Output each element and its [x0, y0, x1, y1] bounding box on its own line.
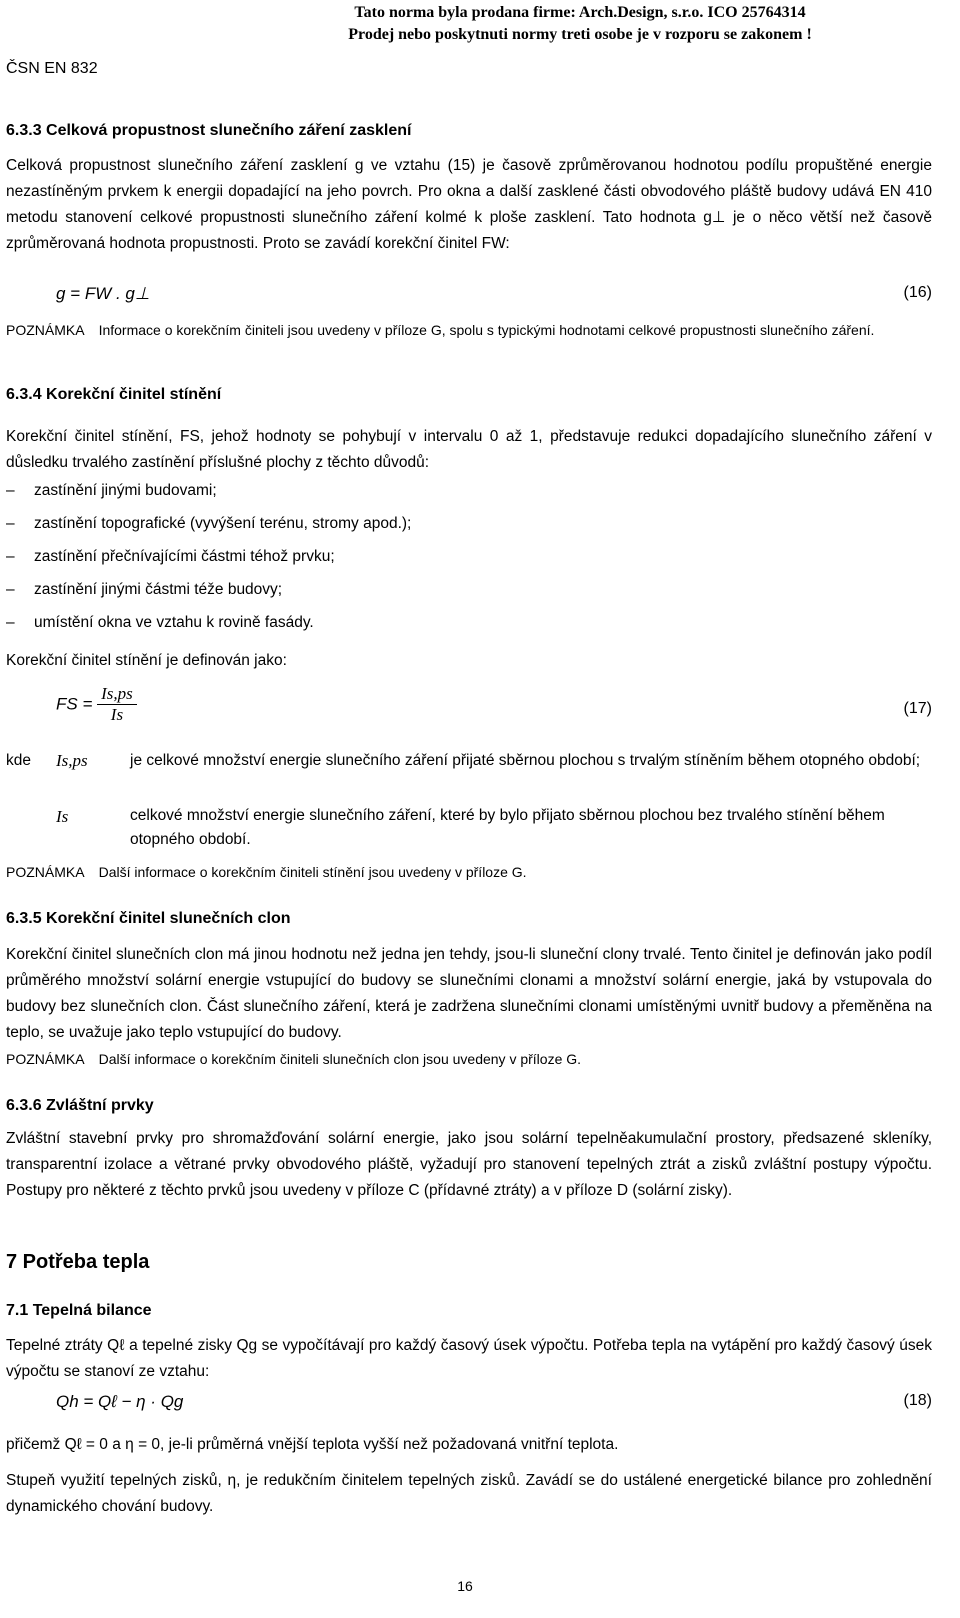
equation-16: g = FW . g⊥ — [56, 284, 150, 303]
note-label: POZNÁMKA — [6, 864, 85, 880]
section-6-3-6-title: 6.3.6 Zvláštní prvky — [6, 1097, 154, 1114]
copyright-line-2: Prodej nebo poskytnuti normy treti osobe je v rozporu se zakonem ! — [348, 26, 812, 43]
fraction-numerator: Is,ps — [97, 684, 137, 705]
list-item: – zastínění jinými částmi téže budovy; — [6, 581, 283, 598]
equation-16-number: (16) — [903, 284, 932, 301]
note-6-3-5 — [6, 1047, 932, 1071]
note-text: Informace o korekčním činiteli jsou uvedeny v příloze G, spolu s typickými hodnotami celkové propustnosti slunečního záření. — [98, 322, 875, 338]
list-item: – zastínění přečnívajícími částmi téhož prvku; — [6, 548, 335, 565]
condition-paragraph: přičemž Qℓ = 0 a η = 0, je-li průměrná vnější teplota vyšší než požadovaná vnitřní teplota. — [6, 1436, 619, 1453]
section-6-3-3-paragraph: Celková propustnost slunečního záření zasklení g ve vztahu (15) je časově zprůměrovanou hodnotou podílu propuštěné energie nezastíněným prvkem k energii dopadající na jeho povrch. Pro okna a další zasklené části obvodového pláště budovy udává EN 410 metodu stanovení celkové propustnosti slunečního záření kolmé k ploše zasklení. Tato hodnota g⊥ je o něco větší než časově zprůměrovaná hodnota propustnosti. Proto se zavádí korekční činitel FW: — [6, 157, 932, 252]
fraction-denominator: Is — [110, 705, 124, 724]
chapter-7-title: 7 Potřeba tepla — [6, 1251, 150, 1273]
section-6-3-4-title: 6.3.4 Korekční činitel stínění — [6, 386, 222, 403]
definition-Is-ps: je celkové množství energie slunečního záření přijaté sběrnou plochou s trvalým stíněním během otopného období; — [130, 752, 921, 769]
note-label: POZNÁMKA — [6, 322, 85, 338]
section-7-1-paragraph: Tepelné ztráty Qℓ a tepelné zisky Qg se vypočítávají pro každý časový úsek výpočtu. Potřeba tepla na vytápění pro každý časový úsek výpočtu se stanoví ze vztahu: — [6, 1337, 932, 1380]
copyright-line-1: Tato norma byla prodana firme: Arch.Design, s.r.o. ICO 25764314 — [354, 4, 806, 21]
list-item: – zastínění topografické (vyvýšení terénu, stromy apod.); — [6, 515, 412, 532]
note-6-3-3 — [6, 318, 932, 342]
equation-18: Qh = Qℓ − η · Qg — [56, 1392, 184, 1411]
symbol-Is-ps: Is,ps — [56, 751, 88, 770]
note-text: Další informace o korekčním činiteli stínění jsou uvedeny v příloze G. — [98, 864, 527, 880]
where-label: kde — [6, 752, 31, 769]
list-item: – zastínění jinými budovami; — [6, 482, 217, 499]
standard-id: ČSN EN 832 — [6, 60, 98, 77]
equation-17-number: (17) — [903, 700, 932, 717]
note-text: Další informace o korekčním činiteli slunečních clon jsou uvedeny v příloze G. — [98, 1051, 582, 1067]
section-7-1-title: 7.1 Tepelná bilance — [6, 1302, 152, 1319]
copyright-notice — [220, 2, 940, 46]
equation-17 — [56, 684, 137, 725]
section-6-3-5-paragraph: Korekční činitel slunečních clon má jinou hodnotu než jedna jen tehdy, jsou-li sluneční clony trvalé. Tento činitel je definován jako podíl průměrého množství solární energie vstupující do budovy se slunečními clonami a množství solární energie, jaká by vstupovala do budovy bez slunečních clon. Část slunečního záření, která je zadržena slunečními clonami umístěnými uvnitř budovy a přeměněna na teplo, se uvažuje jako teplo vstupující do budovy. — [6, 946, 932, 1041]
section-6-3-3-title: 6.3.3 Celková propustnost slunečního záření zasklení — [6, 122, 412, 139]
equation-18-number: (18) — [903, 1392, 932, 1409]
list-item: – umístění okna ve vztahu k rovině fasády. — [6, 614, 314, 631]
equation-17-lhs: FS = — [56, 694, 93, 714]
equation-17-fraction — [97, 684, 137, 725]
page-number: 16 — [457, 1578, 473, 1594]
definition-Is: celkové množství energie slunečního záření, které by bylo přijato sběrnou plochou bez trvalého stínění během otopného období. — [130, 807, 885, 848]
section-6-3-5-title: 6.3.5 Korekční činitel slunečních clon — [6, 910, 291, 927]
utilisation-factor-paragraph: Stupeň využití tepelných zisků, η, je redukčním činitelem tepelných zisků. Zavádí se do ustálené energetické bilance pro zohlednění dynamického chování budovy. — [6, 1472, 932, 1515]
note-label: POZNÁMKA — [6, 1051, 85, 1067]
symbol-Is: Is — [56, 807, 69, 826]
note-6-3-4 — [6, 860, 932, 884]
section-6-3-4-paragraph: Korekční činitel stínění, FS, jehož hodnoty se pohybují v intervalu 0 až 1, představuje redukci dopadajícího slunečního záření v důsledku trvalého zastínění příslušné plochy z těchto důvodů: — [6, 428, 932, 471]
definition-intro: Korekční činitel stínění je definován jako: — [6, 652, 287, 669]
section-6-3-6-paragraph: Zvláštní stavební prvky pro shromažďování solární energie, jako jsou solární tepelněakumulační prostory, předsazené skleníky, transparentní izolace a větrané prvky obvodového pláště, vyžadují pro stanovení tepelných ztrát a zisků zvláštní postupy výpočtu. Postupy pro některé z těchto prvků jsou uvedeny v příloze C (přídavné ztráty) a v příloze D (solární zisky). — [6, 1130, 932, 1199]
